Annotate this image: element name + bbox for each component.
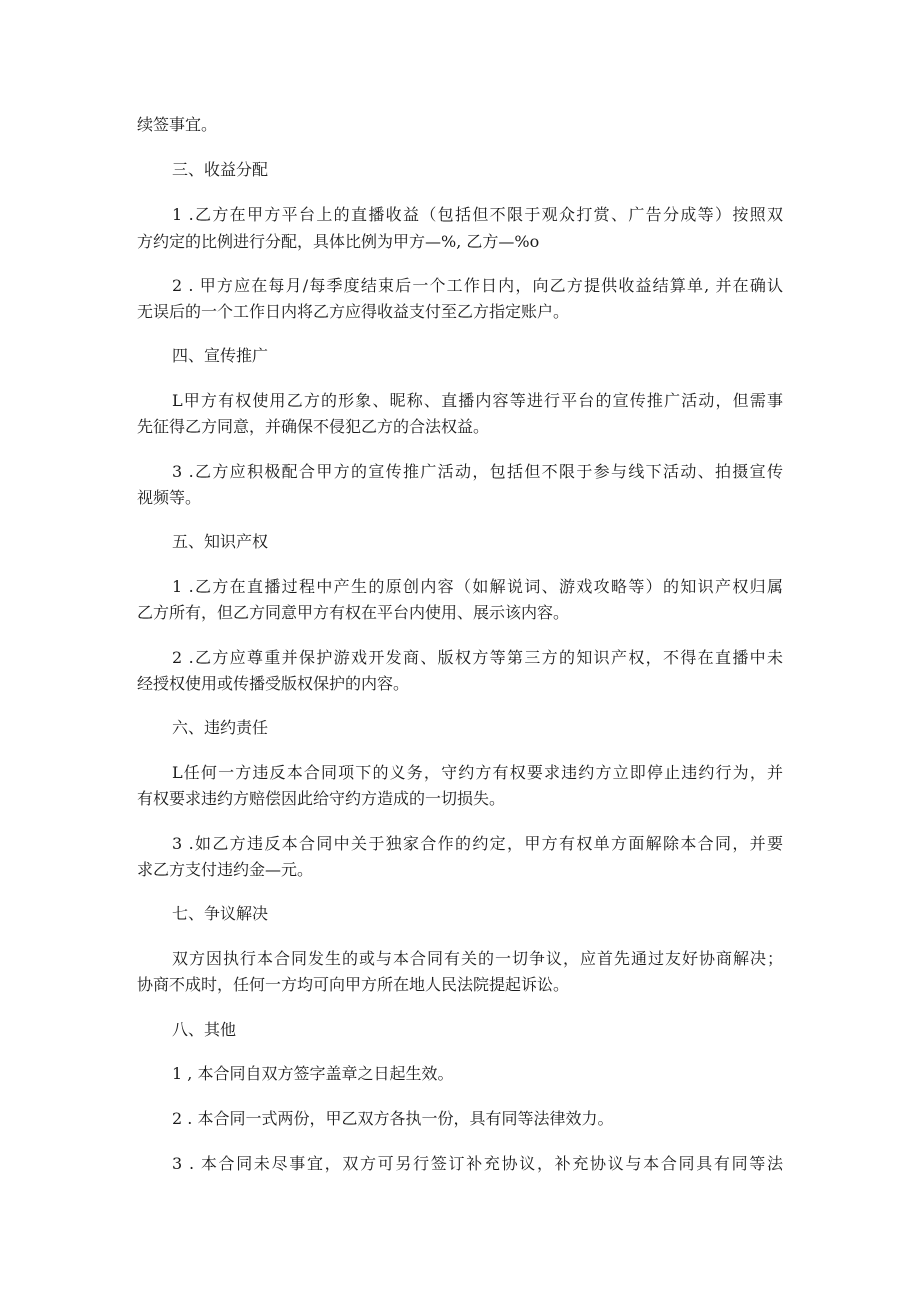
- text-line: 乙方所有，但乙方同意甲方有权在平台内使用、展示该内容。: [137, 603, 570, 622]
- text-line: 3 .乙方应积极配合甲方的宣传推广活动，包括但不限于参与线下活动、拍摄宣传: [172, 462, 783, 481]
- section-heading-other: 八、其他: [172, 1020, 237, 1039]
- text-line: 无误后的一个工作日内将乙方应得收益支付至乙方指定账户。: [137, 302, 570, 321]
- section-heading-dispute: 七、争议解决: [172, 904, 269, 923]
- section-heading-breach: 六、违约责任: [172, 718, 269, 737]
- text-line: 1 .乙方在甲方平台上的直播收益（包括但不限于观众打赏、广告分成等）按照双: [172, 205, 783, 224]
- text-line: L甲方有权使用乙方的形象、昵称、直播内容等进行平台的宣传推广活动，但需事: [172, 391, 783, 410]
- section-heading-promotion: 四、宣传推广: [172, 346, 269, 365]
- section-heading-ip: 五、知识产权: [172, 532, 269, 551]
- text-line: 先征得乙方同意，并确保不侵犯乙方的合法权益。: [137, 417, 490, 436]
- text-line: 方约定的比例进行分配，具体比例为甲方—%, 乙方—%o: [137, 232, 540, 251]
- text-line: 2 . 甲方应在每月/每季度结束后一个工作日内，向乙方提供收益结算单, 并在确认: [172, 276, 783, 295]
- text-line: 3 . 本合同未尽事宜，双方可另行签订补充协议，补充协议与本合同具有同等法: [172, 1154, 783, 1173]
- text-line: 1 .乙方在直播过程中产生的原创内容（如解说词、游戏攻略等）的知识产权归属: [172, 577, 783, 596]
- text-line: 视频等。: [137, 488, 202, 507]
- text-line: 双方因执行本合同发生的或与本合同有关的一切争议，应首先通过友好协商解决；: [172, 949, 783, 968]
- text-line: 1 , 本合同自双方签字盖章之日起生效。: [172, 1064, 454, 1083]
- text-line: 3 .如乙方违反本合同中关于独家合作的约定，甲方有权单方面解除本合同，并要: [172, 834, 783, 853]
- text-line: 2 .乙方应尊重并保护游戏开发商、版权方等第三方的知识产权，不得在直播中未: [172, 648, 783, 667]
- text-line: L任何一方违反本合同项下的义务，守约方有权要求违约方立即停止违约行为，并: [172, 763, 783, 782]
- text-line: 2 . 本合同一式两份，甲乙双方各执一份，具有同等法律效力。: [172, 1109, 614, 1128]
- text-line: 经授权使用或传播受版权保护的内容。: [137, 674, 410, 693]
- text-line: 协商不成时，任何一方均可向甲方所在地人民法院提起诉讼。: [137, 975, 570, 994]
- text-line: 有权要求违约方赔偿因此给守约方造成的一切损失。: [137, 789, 506, 808]
- section-heading-revenue: 三、收益分配: [172, 160, 269, 179]
- text-line: 求乙方支付违约金—元。: [137, 860, 314, 879]
- text-line-continuation: 续签事宜。: [137, 115, 218, 134]
